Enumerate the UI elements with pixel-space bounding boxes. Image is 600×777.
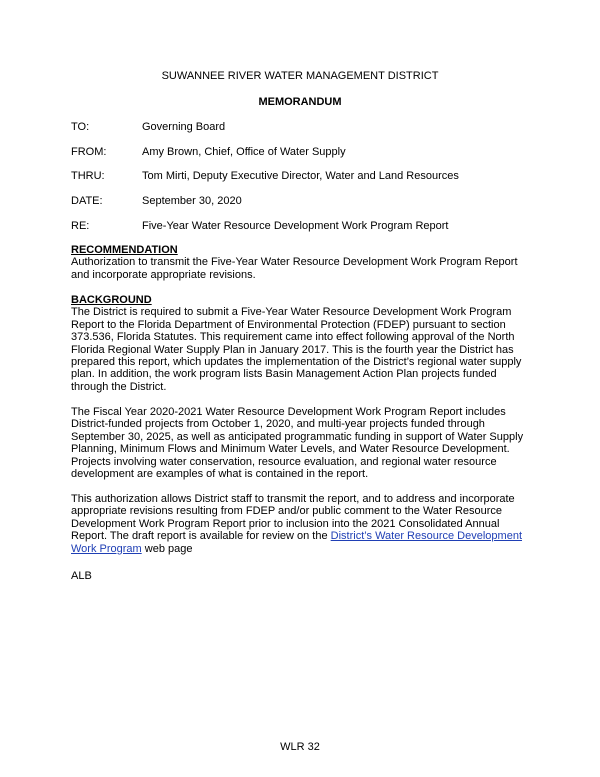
- memo-field-label: THRU:: [71, 170, 105, 182]
- background-paragraph-3: [71, 493, 526, 555]
- recommendation-section: [71, 244, 526, 281]
- background-section: [71, 294, 526, 393]
- background-paragraph-2: The Fiscal Year 2020-2021 Water Resource Development Work Program Report includes District-funded projects from October 1, 2020, and multi-year projects funded through September 30, 2025, as well as anticipated programmatic funding in support of Water Supply Planning, Minimum Flows and Minimum Water Levels, and Water Resource Development. Projects involving water conservation, resource evaluation, and regional water resource development are examples of what is contained in the report.: [71, 406, 524, 481]
- memo-field-label: FROM:: [71, 146, 107, 158]
- memo-field-value: Tom Mirti, Deputy Executive Director, Water and Land Resources: [142, 170, 459, 182]
- memo-field-value: Amy Brown, Chief, Office of Water Supply: [142, 146, 346, 158]
- agency-name: SUWANNEE RIVER WATER MANAGEMENT DISTRICT: [161, 70, 439, 82]
- work-program-link[interactable]: District’s Water Resource Development Work Program: [71, 530, 522, 555]
- memo-field-value: September 30, 2020: [142, 195, 242, 207]
- background-paragraph-3-block: [71, 493, 526, 555]
- memo-field-value: Governing Board: [142, 121, 226, 133]
- background-paragraph-1: The District is required to submit a Five-Year Water Resource Development Work Program Report to the Florida Department of Environmental Protection (FDEP) pursuant to section 373.536, Florida Statutes. This requirement came into effect following approval of the North Florida Regional Water Supply Plan in January 2017. This is the fourth year the District has prepared this report, which updates the implementation of the District’s regional water supply plan. In addition, the work program lists Basin Management Action Plan projects funded through the District.: [71, 306, 522, 393]
- memo-field-label: DATE:: [71, 195, 103, 207]
- memo-field-value: Five-Year Water Resource Development Work Program Report: [142, 220, 449, 232]
- page-number: WLR 32: [280, 741, 320, 753]
- background-paragraph-2-block: [71, 406, 526, 480]
- paragraph-3-text: This authorization allows District staff to transmit the report, and to address and incorporate appropriate revisions resulting from FDEP and/or public comment to the Water Resource Development Work Program Report prior to inclusion into the 2021 Consolidated Annual Report. The draft report is available for review on the: [71, 493, 515, 543]
- paragraph-3-suffix: web page: [141, 542, 193, 555]
- recommendation-text: Authorization to transmit the Five-Year Water Resource Development Work Program Report and incorporate appropriate revisions.: [71, 256, 518, 281]
- background-heading: BACKGROUND: [71, 294, 152, 306]
- memo-field-label: TO:: [71, 121, 90, 133]
- author-initials: ALB: [71, 570, 92, 582]
- memo-field-label: RE:: [71, 220, 90, 232]
- memo-title: MEMORANDUM: [258, 96, 342, 108]
- recommendation-heading: RECOMMENDATION: [71, 244, 178, 256]
